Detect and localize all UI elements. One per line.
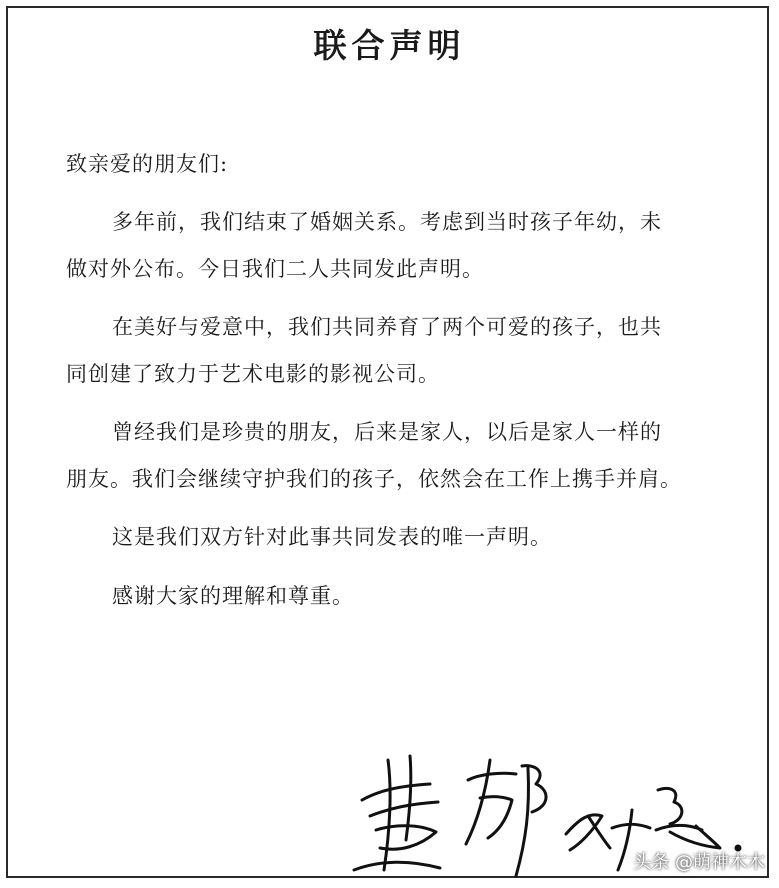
- document-title: 联合声明: [313, 26, 466, 65]
- paragraph-line: 多年前，我们结束了婚姻关系。考虑到当时孩子年幼，未: [112, 210, 662, 234]
- paragraph-line: 朋友。我们会继续守护我们的孩子，依然会在工作上携手并肩。: [66, 467, 682, 491]
- paragraph-line: 做对外公布。今日我们二人共同发此声明。: [66, 257, 484, 281]
- paragraph-line: 这是我们双方针对此事共同发表的唯一声明。: [112, 525, 552, 549]
- paragraph-line: 在美好与爱意中，我们共同养育了两个可爱的孩子，也共: [112, 315, 662, 339]
- watermark: 头条 @萌神木木: [633, 852, 765, 873]
- paragraph-line: 同创建了致力于艺术电影的影视公司。: [66, 362, 440, 386]
- greeting: 致亲爱的朋友们:: [66, 152, 229, 176]
- paragraph-line: 感谢大家的理解和尊重。: [112, 584, 354, 608]
- paragraph-line: 曾经我们是珍贵的朋友，后来是家人，以后是家人一样的: [112, 420, 662, 444]
